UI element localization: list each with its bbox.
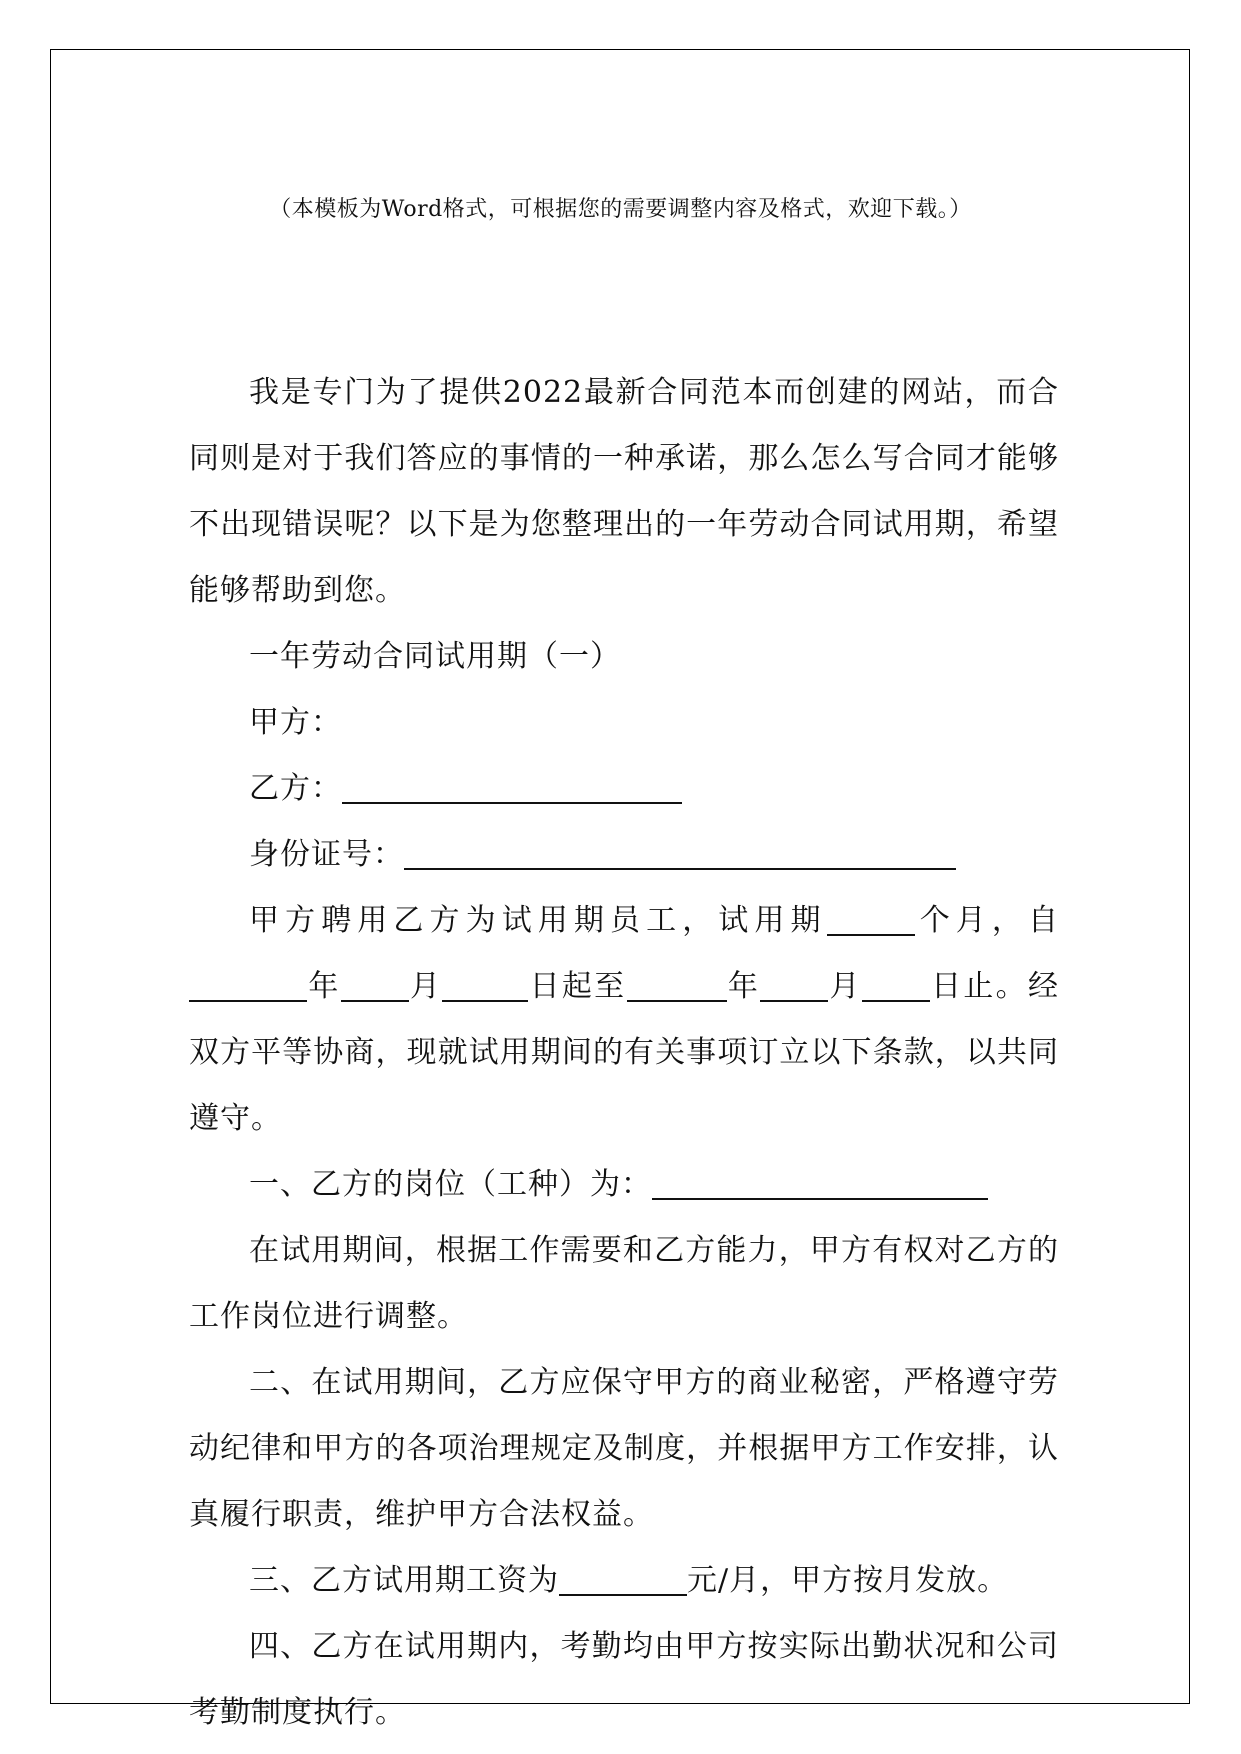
clause-1-label: 一、乙方的岗位（工种）为： (249, 1167, 652, 1202)
party-b-label: 乙方： (249, 771, 342, 806)
probation-months-blank[interactable] (827, 904, 915, 936)
end-day-blank[interactable] (862, 970, 930, 1002)
position-blank[interactable] (652, 1168, 988, 1200)
id-number-blank[interactable] (404, 838, 956, 870)
hire-text-5: 日起至 (528, 969, 627, 1004)
clause-4: 四、乙方在试用期内，考勤均由甲方按实际出勤状况和公司考勤制度执行。 (189, 1629, 1059, 1730)
clause-3 (189, 1548, 1059, 1614)
party-a-line (189, 690, 1059, 756)
end-month-blank[interactable] (760, 970, 828, 1002)
party-a-label: 甲方： (249, 705, 342, 740)
contract-title: 一年劳动合同试用期（一） (249, 639, 621, 674)
party-b-blank[interactable] (342, 772, 682, 804)
start-day-blank[interactable] (442, 970, 528, 1002)
party-b-line (189, 756, 1059, 822)
hire-text-1: 甲方聘用乙方为试用期员工，试用期 (249, 903, 827, 938)
id-number-label: 身份证号： (249, 837, 404, 872)
id-number-line (189, 822, 1059, 888)
hire-text-3: 年 (307, 969, 341, 1004)
clause-3-text-1: 三、乙方试用期工资为 (249, 1563, 559, 1598)
start-month-blank[interactable] (341, 970, 409, 1002)
salary-blank[interactable] (559, 1564, 687, 1596)
clause-2: 二、在试用期间，乙方应保守甲方的商业秘密，严格遵守劳动纪律和甲方的各项治理规定及制度，并根据甲方工作安排，认真履行职责，维护甲方合法权益。 (189, 1365, 1059, 1532)
hire-text-4: 月 (408, 969, 443, 1004)
clause-1-note: 在试用期间，根据工作需要和乙方能力，甲方有权对乙方的工作岗位进行调整。 (189, 1233, 1059, 1334)
document-body (189, 360, 1059, 1746)
hire-paragraph (189, 888, 1059, 1152)
hire-text-7: 月 (828, 969, 862, 1004)
clause-1-line (189, 1152, 1059, 1218)
start-year-blank[interactable] (189, 970, 307, 1002)
hire-text-2: 个月，自 (914, 903, 1060, 938)
clause-3-text-2: 元/月，甲方按月发放。 (687, 1563, 1009, 1598)
hire-text-6: 年 (726, 969, 761, 1004)
end-year-blank[interactable] (627, 970, 727, 1002)
hire-text-8: 日止。经双方平等协商，现就试用期间的有关事项订立以下条款，以共同遵守。 (189, 969, 1059, 1136)
template-note: （本模板为Word格式，可根据您的需要调整内容及格式，欢迎下载。） (269, 197, 972, 222)
intro-paragraph: 我是专门为了提供2022最新合同范本而创建的网站，而合同则是对于我们答应的事情的一种承诺，那么怎么写合同才能够不出现错误呢？以下是为您整理出的一年劳动合同试用期，希望能够帮助到您。 (189, 375, 1059, 608)
